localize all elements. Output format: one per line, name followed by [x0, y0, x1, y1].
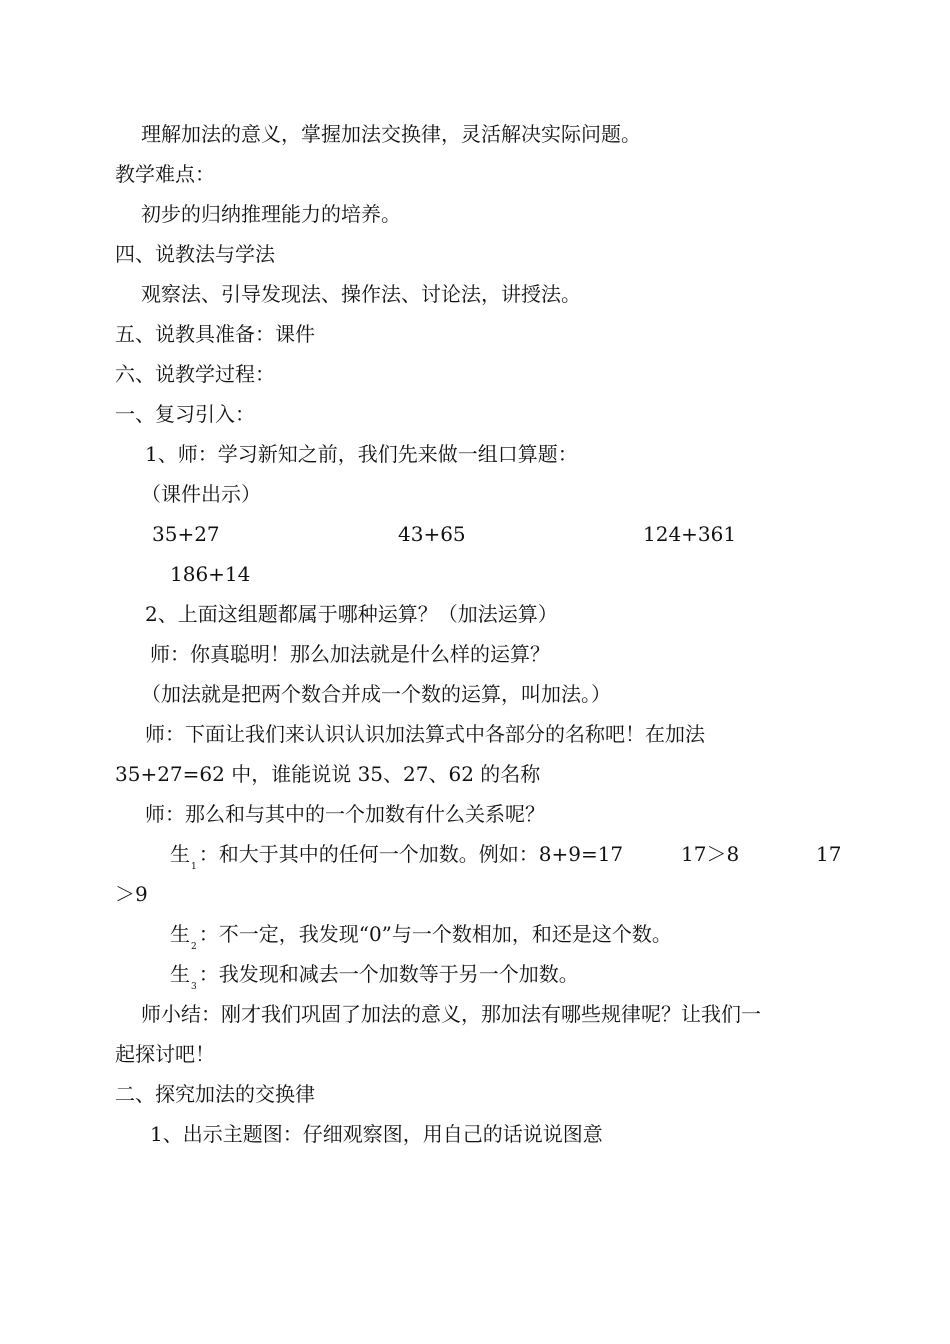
methods-text: 观察法、引导发现法、操作法、讨论法，讲授法。 [141, 282, 581, 306]
problem-1: 35+27 [152, 522, 220, 546]
teacher-line-1: 1、师：学习新知之前，我们先来做一组口算题： [145, 442, 578, 466]
teacher-line-2: 师：你真聪明！那么加法就是什么样的运算？ [150, 642, 550, 666]
student-subscript: 3 [191, 982, 197, 992]
review-heading: 一、复习引入： [115, 402, 255, 426]
student-label: 生 [170, 962, 190, 986]
student-1-example-2a: 17 [816, 842, 842, 866]
student-answer: ：我发现和减去一个加数等于另一个加数。 [198, 962, 579, 986]
problem-4: 186+14 [170, 562, 251, 586]
difficulty-text: 初步的归纳推理能力的培养。 [141, 202, 401, 226]
section-five-heading: 五、说教具准备：课件 [115, 322, 315, 346]
student-subscript: 2 [191, 942, 197, 952]
student-1-line [170, 841, 623, 872]
student-label: 生 [170, 842, 190, 866]
student-1-example-2b: ＞9 [115, 882, 148, 906]
problem-3: 124+361 [643, 522, 737, 546]
teacher-line-3: 师：下面让我们来认识认识加法算式中各部分的名称吧！在加法 [145, 722, 705, 746]
section-six-heading: 六、说教学过程： [115, 362, 275, 386]
student-3-line [170, 961, 579, 992]
teacher-line-4: 师：那么和与其中的一个加数有什么关系呢？ [145, 802, 545, 826]
student-answer: ：不一定，我发现“0”与一个数相加，和还是这个数。 [198, 922, 672, 946]
explore-step-1: 1、出示主题图：仔细观察图，用自己的话说说图意 [150, 1122, 603, 1146]
student-label: 生 [170, 922, 190, 946]
courseware-note: （课件出示） [141, 482, 261, 506]
student-1-example-1: 17＞8 [681, 842, 740, 866]
summary-line-cont: 起探讨吧！ [115, 1042, 215, 1066]
section-four-heading: 四、说教法与学法 [115, 242, 275, 266]
student-subscript: 1 [191, 862, 197, 872]
student-answer: ：和大于其中的任何一个加数。例如：8+9=17 [198, 842, 624, 866]
goal-line: 理解加法的意义，掌握加法交换律，灵活解决实际问题。 [141, 122, 641, 146]
section-explore-heading: 二、探究加法的交换律 [115, 1082, 315, 1106]
difficulty-heading: 教学难点： [115, 162, 215, 186]
definition-line: （加法就是把两个数合并成一个数的运算，叫加法。） [141, 682, 611, 706]
summary-line: 师小结：刚才我们巩固了加法的意义，那加法有哪些规律呢？让我们一 [141, 1002, 761, 1026]
problem-2: 43+65 [398, 522, 466, 546]
student-2-line [170, 921, 672, 952]
teacher-line-3-cont: 35+27=62 中，谁能说说 35、27、62 的名称 [115, 762, 541, 786]
question-line-2: 2、上面这组题都属于哪种运算？（加法运算） [145, 602, 558, 626]
